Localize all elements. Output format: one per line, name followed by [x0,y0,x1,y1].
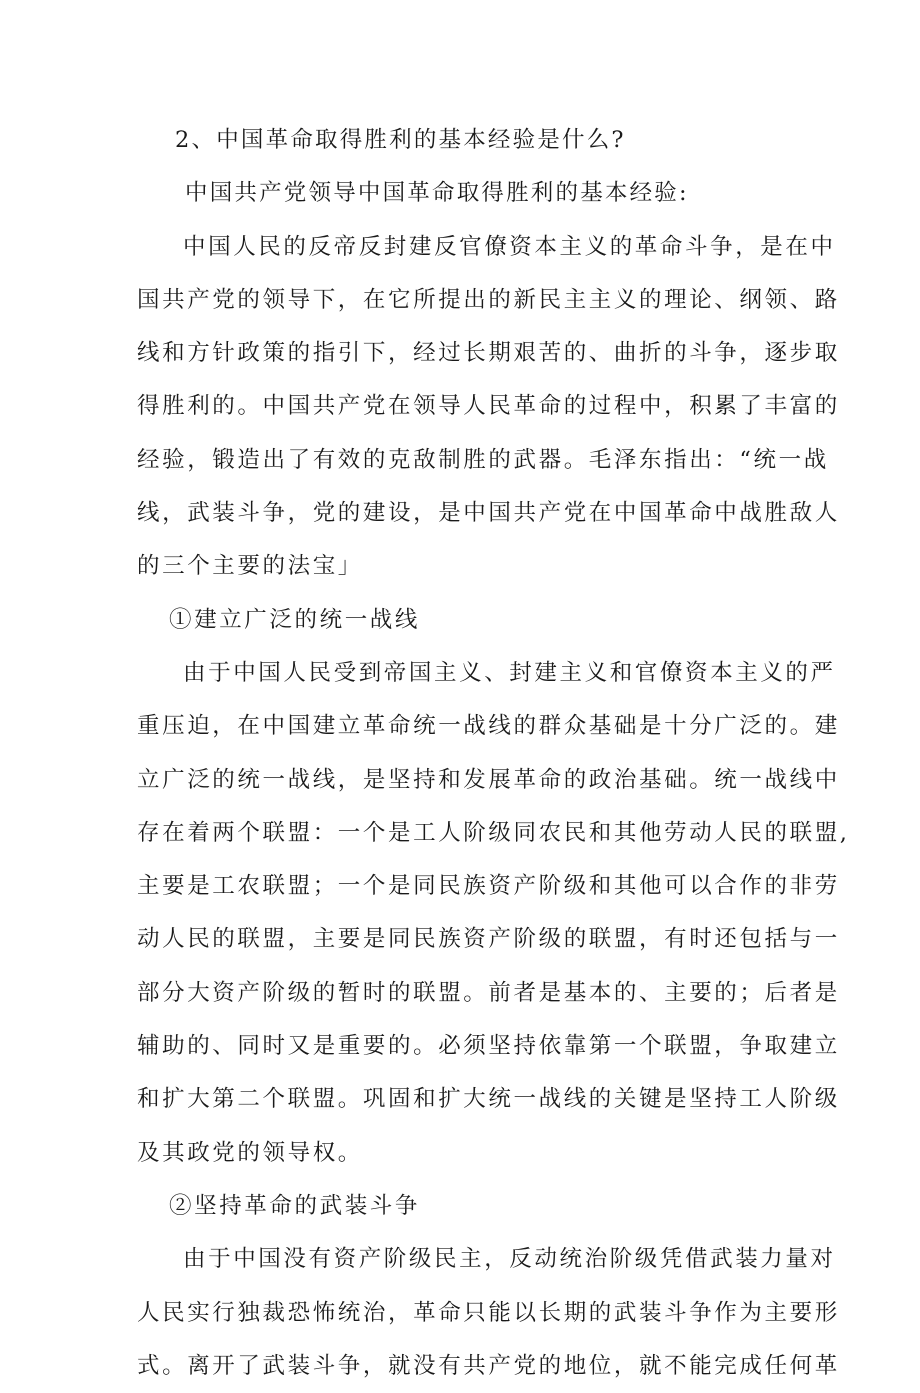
paragraph-line: 中国人民的反帝反封建反官僚资本主义的革命斗争，是在中 [183,233,836,260]
paragraph-line: 部分大资产阶级的暂时的联盟。前者是基本的、主要的；后者是 [137,979,840,1006]
paragraph-line: 式。离开了武装斗争，就没有共产党的地位，就不能完成任何革 [137,1352,840,1379]
paragraph-line: 线和方针政策的指引下，经过长期艰苦的、曲折的斗争，逐步取 [137,340,840,367]
paragraph-line: 和扩大第二个联盟。巩固和扩大统一战线的关键是坚持工人阶级 [137,1086,840,1113]
paragraph-line: 及其政党的领导权。 [137,1139,363,1166]
paragraph-line: 由于中国人民受到帝国主义、封建主义和官僚资本主义的严 [183,659,836,686]
paragraph-line: 由于中国没有资产阶级民主，反动统治阶级凭借武装力量对 [183,1246,836,1273]
paragraph-line: 国共产党的领导下，在它所提出的新民主主义的理论、纲领、路 [137,286,840,313]
question-heading: 2、中国革命取得胜利的基本经验是什么? [175,127,626,153]
paragraph-line: 重压迫，在中国建立革命统一战线的群众基础是十分广泛的。建 [137,713,840,740]
paragraph-line: 主要是工农联盟；一个是同民族资产阶级和其他可以合作的非劳 [137,873,840,900]
section-heading: ②坚持革命的武装斗争 [169,1192,421,1219]
paragraph-line: 的三个主要的法宝」 [137,553,363,580]
document-body [137,114,850,1393]
paragraph-line: 立广泛的统一战线，是坚持和发展革命的政治基础。统一战线中 [137,766,840,793]
paragraph-line: 动人民的联盟，主要是同民族资产阶级的联盟，有时还包括与一 [137,926,840,953]
paragraph-line: 得胜利的。中国共产党在领导人民革命的过程中，积累了丰富的 [137,393,840,420]
paragraph-line: 人民实行独裁恐怖统治，革命只能以长期的武装斗争作为主要形 [137,1299,840,1326]
section-heading: ①建立广泛的统一战线 [169,606,421,633]
answer-subtitle: 中国共产党领导中国革命取得胜利的基本经验: [185,180,689,207]
paragraph-line: 辅助的、同时又是重要的。必须坚持依靠第一个联盟，争取建立 [137,1033,840,1060]
paragraph-line: 线，武装斗争，党的建设，是中国共产党在中国革命中战胜敌人 [137,500,840,527]
paragraph-line: 存在着两个联盟：一个是工人阶级同农民和其他劳动人民的联盟, [137,819,850,846]
paragraph-line: 经验，锻造出了有效的克敌制胜的武器。毛泽东指出：“统一战 [137,446,829,473]
